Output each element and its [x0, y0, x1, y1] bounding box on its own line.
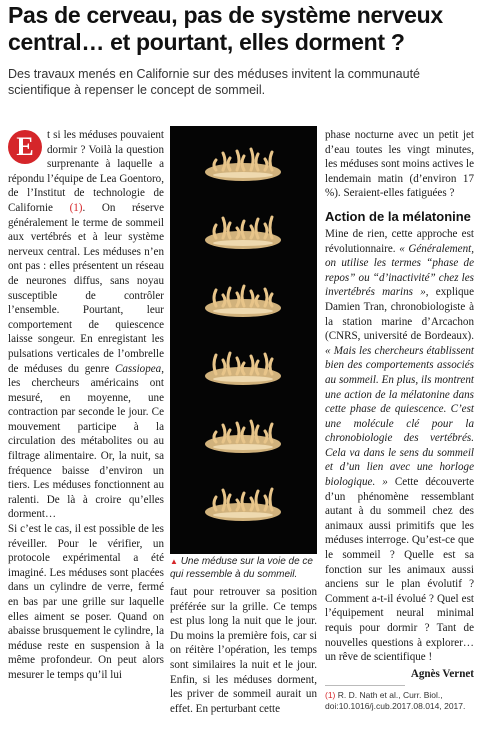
- paragraph-2-end: phase nocturne avec un petit jet d’eau toutes les vingt minutes, les méduses sont moins actives le lendemain matin (d’environ 17 %). Seraient-elles fatiguées ?: [325, 129, 474, 200]
- paragraph-1-text-b: . On réserve généralement le terme de sommeil aux vertébrés et à leur système nerveux central. Les méduses n’en ont pas : elles présentent un réseau de neurones diffus, sans noyau susceptible de contrôler l’ensemble. Pourtant, leur comportement de quiescence laisse songeur. En enregistant les pulsations verticales de l’ombrelle de méduses du genre: [8, 201, 165, 375]
- paragraph-2: Si c’est le cas, il est possible de les réveiller. Pour le vérifier, un protocole expérimental a été imaginé. Les méduses sont placées dans un cylindre de verre, fermé en bas par une grille sur laquelle elles aiment se poser. Quand on abaisse brusquement le cylindre, la méduse reste en suspension à la même profondeur. On peut alors mesurer le temps qu’il lui: [8, 523, 164, 681]
- dropcap-letter: E: [8, 130, 42, 164]
- footnote-text: R. D. Nath et al., Curr. Biol., doi:10.1016/j.cub.2017.08.014, 2017.: [325, 690, 466, 712]
- jellyfish-photo: [170, 126, 317, 554]
- caption-text: Une méduse sur la voie de ce qui ressemble à du sommeil.: [170, 556, 313, 580]
- footnote-divider: [325, 685, 405, 686]
- column-2: [170, 585, 317, 716]
- jellyfish-5: [205, 421, 281, 453]
- footnote: [325, 690, 474, 712]
- footnote-mark: (1): [325, 690, 336, 701]
- paragraph-1: [8, 128, 164, 522]
- paragraph-1-text-c: , les chercheurs américains ont mesuré, en moyenne, une contraction par seconde le jour. Ce mouvement participe à la circulation des métabolites ou au filtrage alimentaire. Or, la nuit, sa fréquence baisse d’environ un tiers. Les méduses fonctionnent au ralenti. De là à croire qu’elles dorment…: [8, 362, 164, 521]
- quote-1: « Généralement, on utilise les termes “phase de repos” ou “d’inactivité” chez les invertébrés marins »: [325, 242, 474, 299]
- genus-name: Cassiopea: [114, 362, 162, 375]
- jellyfish-3: [205, 286, 281, 317]
- jellyfish-4: [205, 353, 281, 385]
- column-1: [8, 128, 164, 683]
- paragraph-3-text-b: , explique Damien Tran, chronobiologiste à la station marine d’Arcachon (CNRS, université de Bordeaux).: [325, 286, 475, 343]
- article-title: Pas de cerveau, pas de système nerveux central… et pourtant, elles dorment ?: [8, 2, 443, 55]
- paragraph-3: [325, 227, 474, 665]
- section-heading: Action de la mélatonine: [325, 208, 471, 224]
- jellyfish-1: [205, 149, 281, 181]
- caption-triangle-icon: ▲: [170, 557, 178, 566]
- jellyfish-photo-svg: [170, 126, 317, 554]
- quote-2: « Mais les chercheurs établissent bien des comportements associés au sommeil. En plus, ils montrent une action de la mélatonine dans cette phase de quiescence. C’est une molécule clé pour la chronobiologie des vertébrés. Cela va dans le sens du sommeil et d’un lien avec une horloge biologique. »: [325, 344, 474, 489]
- author-name: Agnès Vernet: [410, 667, 474, 680]
- paragraph-1-text-a: t si les méduses pouvaient dormir ? Voilà la question surprenante à laquelle a répondu l’équipe de Lea Goentoro, de l’Institut de technologie de Californie: [8, 129, 164, 214]
- column-3: [325, 128, 474, 712]
- paragraph-3-text-c: Cette découverte d’un phénomène ressemblant autant à du sommeil chez des animaux aussi primitifs que les méduses interroge. Qu’est-ce que le sommeil ? Quelle est sa fonction sur les animaux aussi anciens sur le plan évolutif ? Comment a-t-il évolué ? Quel est l’équipement neural minimal requis pour dormir ? Tant de nouvelles questions à explorer… un rêve de scientifique !: [325, 476, 474, 664]
- paragraph-3-text-a: Mine de rien, cette approche est révolutionnaire.: [325, 227, 474, 255]
- article-subtitle: Des travaux menés en Californie sur des méduses invitent la communauté scientifique à repenser le concept de sommeil.: [8, 67, 421, 97]
- photo-caption: [170, 556, 317, 581]
- jellyfish-6: [205, 489, 281, 521]
- jellyfish-2: [205, 217, 281, 249]
- paragraph-2-continued: faut pour retrouver sa position préférée sur la grille. Ce temps est plus long la nuit que le jour. Du moins la première fois, car si on réitère l’opération, les temps sont similaires la nuit et le jour. Enfin, si les méduses dorment, les priver de sommeil aurait un effet. En perturbant cette: [170, 586, 317, 715]
- reference-mark[interactable]: (1): [69, 201, 83, 214]
